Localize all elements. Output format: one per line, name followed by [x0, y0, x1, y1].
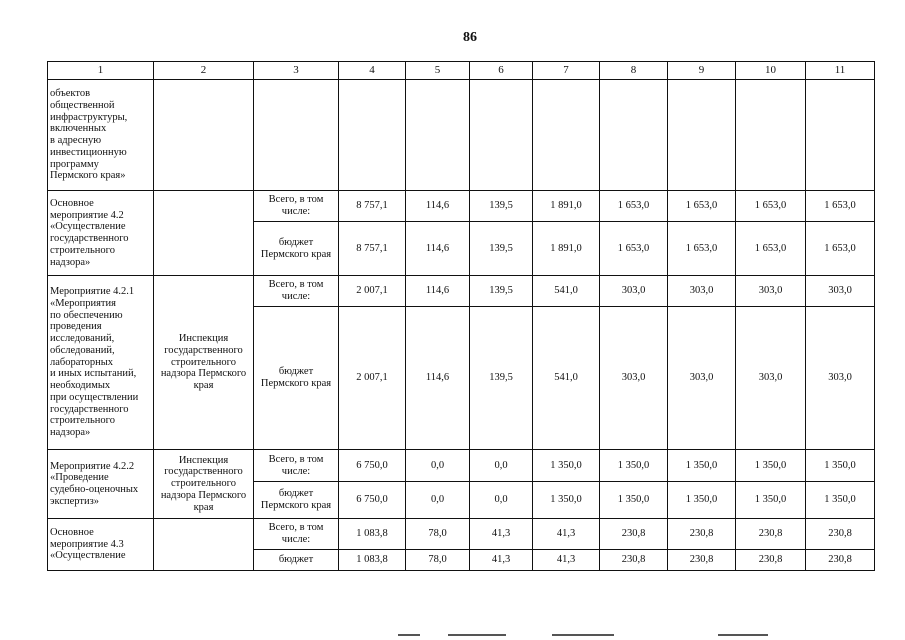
amount-cell: 541,0 — [533, 276, 600, 307]
empty-cell — [254, 80, 339, 191]
amount-cell: 230,8 — [668, 519, 736, 550]
amount-cell: 1 653,0 — [668, 222, 736, 276]
column-number: 8 — [600, 62, 668, 80]
column-number: 2 — [154, 62, 254, 80]
amount-cell: 0,0 — [406, 482, 470, 519]
empty-cell — [339, 80, 406, 191]
column-number: 1 — [48, 62, 154, 80]
amount-cell: 1 350,0 — [806, 450, 875, 482]
amount-cell: 303,0 — [806, 307, 875, 450]
amount-cell: 78,0 — [406, 550, 470, 571]
table-row — [48, 519, 875, 550]
amount-cell: 114,6 — [406, 222, 470, 276]
amount-cell: 41,3 — [470, 519, 533, 550]
amount-cell: 78,0 — [406, 519, 470, 550]
amount-cell: 2 007,1 — [339, 276, 406, 307]
funding-source-cell: Всего, в том числе: — [254, 191, 339, 222]
amount-cell: 1 350,0 — [600, 450, 668, 482]
amount-cell: 230,8 — [668, 550, 736, 571]
empty-cell — [533, 80, 600, 191]
amount-cell: 230,8 — [600, 519, 668, 550]
empty-cell — [736, 80, 806, 191]
table-row — [48, 191, 875, 222]
empty-cell — [668, 80, 736, 191]
column-number: 3 — [254, 62, 339, 80]
amount-cell: 1 350,0 — [668, 450, 736, 482]
measure-name-cell: Основное мероприятие 4.3 «Осуществление — [48, 519, 154, 571]
funding-source-cell: бюджет — [254, 550, 339, 571]
executor-cell — [154, 191, 254, 276]
amount-cell: 1 891,0 — [533, 222, 600, 276]
amount-cell: 0,0 — [470, 482, 533, 519]
amount-cell: 41,3 — [470, 550, 533, 571]
measure-name-cell: Мероприятие 4.2.1 «Мероприятия по обеспечению проведения исследований, обследований, лабораторных и иных испытаний, необходимых при осуществлении государственного строительного надзора» — [48, 276, 154, 450]
scan-edge-marks — [0, 634, 905, 640]
amount-cell: 303,0 — [600, 276, 668, 307]
amount-cell: 1 653,0 — [736, 191, 806, 222]
amount-cell: 1 350,0 — [736, 482, 806, 519]
empty-cell — [154, 80, 254, 191]
amount-cell: 1 350,0 — [533, 482, 600, 519]
amount-cell: 0,0 — [470, 450, 533, 482]
amount-cell: 1 653,0 — [600, 191, 668, 222]
amount-cell: 1 350,0 — [736, 450, 806, 482]
amount-cell: 8 757,1 — [339, 191, 406, 222]
funding-source-cell: Всего, в том числе: — [254, 519, 339, 550]
amount-cell: 1 653,0 — [806, 222, 875, 276]
amount-cell: 2 007,1 — [339, 307, 406, 450]
amount-cell: 541,0 — [533, 307, 600, 450]
column-number: 11 — [806, 62, 875, 80]
amount-cell: 139,5 — [470, 276, 533, 307]
amount-cell: 1 083,8 — [339, 550, 406, 571]
amount-cell: 303,0 — [668, 307, 736, 450]
amount-cell: 230,8 — [736, 519, 806, 550]
amount-cell: 303,0 — [600, 307, 668, 450]
measure-name-cell: объектов общественной инфраструктуры, включенных в адресную инвестиционную программу Пермского края» — [48, 80, 154, 191]
executor-cell — [154, 519, 254, 571]
amount-cell: 139,5 — [470, 222, 533, 276]
amount-cell: 230,8 — [736, 550, 806, 571]
amount-cell: 6 750,0 — [339, 482, 406, 519]
column-number: 7 — [533, 62, 600, 80]
table-row — [48, 80, 875, 191]
amount-cell: 230,8 — [806, 519, 875, 550]
funding-source-cell: бюджет Пермского края — [254, 482, 339, 519]
executor-cell: Инспекция государственного строительного надзора Пермского края — [154, 450, 254, 519]
executor-cell: Инспекция государственного строительного надзора Пермского края — [154, 276, 254, 450]
column-number: 10 — [736, 62, 806, 80]
amount-cell: 1 891,0 — [533, 191, 600, 222]
column-number: 4 — [339, 62, 406, 80]
amount-cell: 303,0 — [736, 307, 806, 450]
column-number: 9 — [668, 62, 736, 80]
amount-cell: 114,6 — [406, 307, 470, 450]
amount-cell: 230,8 — [600, 550, 668, 571]
funding-source-cell: Всего, в том числе: — [254, 276, 339, 307]
table-row — [48, 450, 875, 482]
amount-cell: 139,5 — [470, 191, 533, 222]
amount-cell: 139,5 — [470, 307, 533, 450]
empty-cell — [406, 80, 470, 191]
amount-cell: 8 757,1 — [339, 222, 406, 276]
amount-cell: 1 083,8 — [339, 519, 406, 550]
amount-cell: 114,6 — [406, 191, 470, 222]
amount-cell: 1 653,0 — [806, 191, 875, 222]
amount-cell: 303,0 — [668, 276, 736, 307]
amount-cell: 1 653,0 — [736, 222, 806, 276]
column-number: 6 — [470, 62, 533, 80]
measure-name-cell: Основное мероприятие 4.2 «Осуществление государственного строительного надзора» — [48, 191, 154, 276]
amount-cell: 0,0 — [406, 450, 470, 482]
empty-cell — [470, 80, 533, 191]
table-row — [48, 276, 875, 307]
amount-cell: 114,6 — [406, 276, 470, 307]
empty-cell — [600, 80, 668, 191]
amount-cell: 1 350,0 — [600, 482, 668, 519]
funding-source-cell: Всего, в том числе: — [254, 450, 339, 482]
empty-cell — [806, 80, 875, 191]
amount-cell: 230,8 — [806, 550, 875, 571]
funding-source-cell: бюджет Пермского края — [254, 307, 339, 450]
column-number: 5 — [406, 62, 470, 80]
amount-cell: 303,0 — [736, 276, 806, 307]
amount-cell: 41,3 — [533, 519, 600, 550]
amount-cell: 1 350,0 — [668, 482, 736, 519]
funding-source-cell: бюджет Пермского края — [254, 222, 339, 276]
measure-name-cell: Мероприятие 4.2.2 «Проведение судебно-оценочных экспертиз» — [48, 450, 154, 519]
amount-cell: 303,0 — [806, 276, 875, 307]
amount-cell: 6 750,0 — [339, 450, 406, 482]
page-number: 86 — [463, 30, 477, 45]
budget-table — [47, 61, 875, 571]
amount-cell: 1 653,0 — [668, 191, 736, 222]
amount-cell: 1 350,0 — [533, 450, 600, 482]
amount-cell: 41,3 — [533, 550, 600, 571]
amount-cell: 1 350,0 — [806, 482, 875, 519]
amount-cell: 1 653,0 — [600, 222, 668, 276]
column-number-row — [48, 62, 875, 80]
